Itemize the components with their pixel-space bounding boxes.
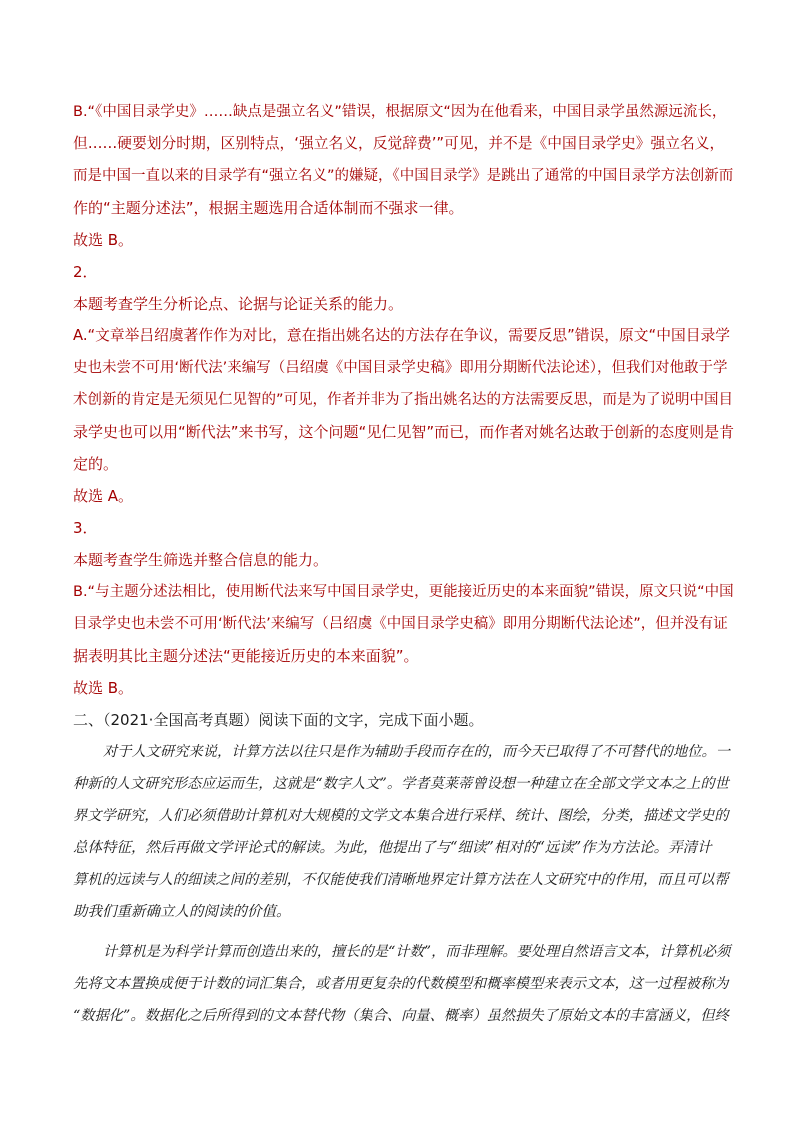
passage-line: 对于人文研究来说，计算方法以往只是作为辅助手段而存在的，而今天已取得了不可替代的地位。一 <box>103 744 731 760</box>
answer-line: 故选 A。 <box>73 487 134 505</box>
passage-line: 先将文本置换成便于计数的词汇集合，或者用更复杂的代数模型和概率模型来表示文本，这一过程被称为 <box>73 976 729 992</box>
option-a-line-1: A.“文章举吕绍虞著作作为对比，意在指出姚名达的方法存在争议，需要反思”错误，原文“中国目录学 <box>73 327 730 344</box>
passage-line: 助我们重新确立人的阅读的价值。 <box>73 904 291 920</box>
option-a-line-5: 定的。 <box>73 455 119 473</box>
passage-line: 界文学研究，人们必须借助计算机对大规模的文学文本集合进行采样、统计、图绘，分类，描述文学史的 <box>73 808 729 824</box>
option-b-line-1: B.“《中国目录学史》……缺点是强立名义”错误，根据原文“因为在他看来，中国目录学虽然源远流长， <box>73 104 727 120</box>
option-b-line-2: 但……硬要划分时期，区别特点，‘强立名义，反觉辞费’”可见，并不是《中国目录学史》强立名义， <box>73 135 725 152</box>
option-b-line-3: 而是中国一直以来的目录学有“强立名义”的嫌疑，《中国目录学》是跳出了通常的中国目录学方法创新而 <box>73 168 734 184</box>
analysis-intro: 本题考查学生筛选并整合信息的能力。 <box>73 551 329 569</box>
option-a-line-2: 史也未尝不可用‘断代法’来编写（吕绍虞《中国目录学史稿》即用分期断代法论述），但我们对他敢于学 <box>73 360 728 376</box>
option-b-line-2: 目录学史也未尝不可用‘断代法’来编写（吕绍虞《中国目录学史稿》即用分期断代法论述”，但并没有证 <box>73 616 728 632</box>
option-a-line-4: 录学史也可以用“断代法”来书写，这个问题“见仁见智”而已，而作者对姚名达敢于创新的态度则是肯 <box>73 423 735 441</box>
passage-line: 算机的远读与人的细读之间的差别，不仅能使我们清晰地界定计算方法在人文研究中的作用，而且可以帮 <box>73 872 729 888</box>
section-heading: 二、（2021·全国高考真题）阅读下面的文字，完成下面小题。 <box>73 711 484 729</box>
answer-line: 故选 B。 <box>73 231 134 249</box>
option-a-line-3: 术创新的肯定是无须见仁见智的”可见，作者并非为了指出姚名达的方法需要反思，而是为了说明中国目 <box>73 392 734 408</box>
passage-line: 计算机是为科学计算而创造出来的，擅长的是“计数”，而非理解。要处理自然语言文本，计算机必须 <box>103 944 731 960</box>
option-b-line-4: 作的“主题分述法”，根据主题选用合适体制而不强求一律。 <box>73 199 464 217</box>
passage-line: 种新的人文研究形态应运而生，这就是“数字人文”。学者莫莱蒂曾设想一种建立在全部文学文本之上的世 <box>73 776 729 792</box>
question-number: 2． <box>73 263 98 281</box>
option-b-line-3: 据表明其比主题分述法“更能接近历史的本来面貌”。 <box>73 647 419 665</box>
analysis-intro: 本题考查学生分析论点、论据与论证关系的能力。 <box>73 295 404 313</box>
option-b-line-1: B.“与主题分述法相比，使用断代法来写中国目录学史，更能接近历史的本来面貌”错误，原文只说“中国 <box>73 584 734 600</box>
passage-line: 总体特征，然后再做文学评论式的解读。为此，他提出了与“细读”相对的“远读”作为方法论。弄清计 <box>73 840 712 856</box>
answer-line: 故选 B。 <box>73 679 134 697</box>
passage-line: “数据化”。数据化之后所得到的文本替代物（集合、向量、概率）虽然损失了原始文本的丰富涵义，但终 <box>73 1008 729 1024</box>
question-number: 3． <box>73 519 98 537</box>
